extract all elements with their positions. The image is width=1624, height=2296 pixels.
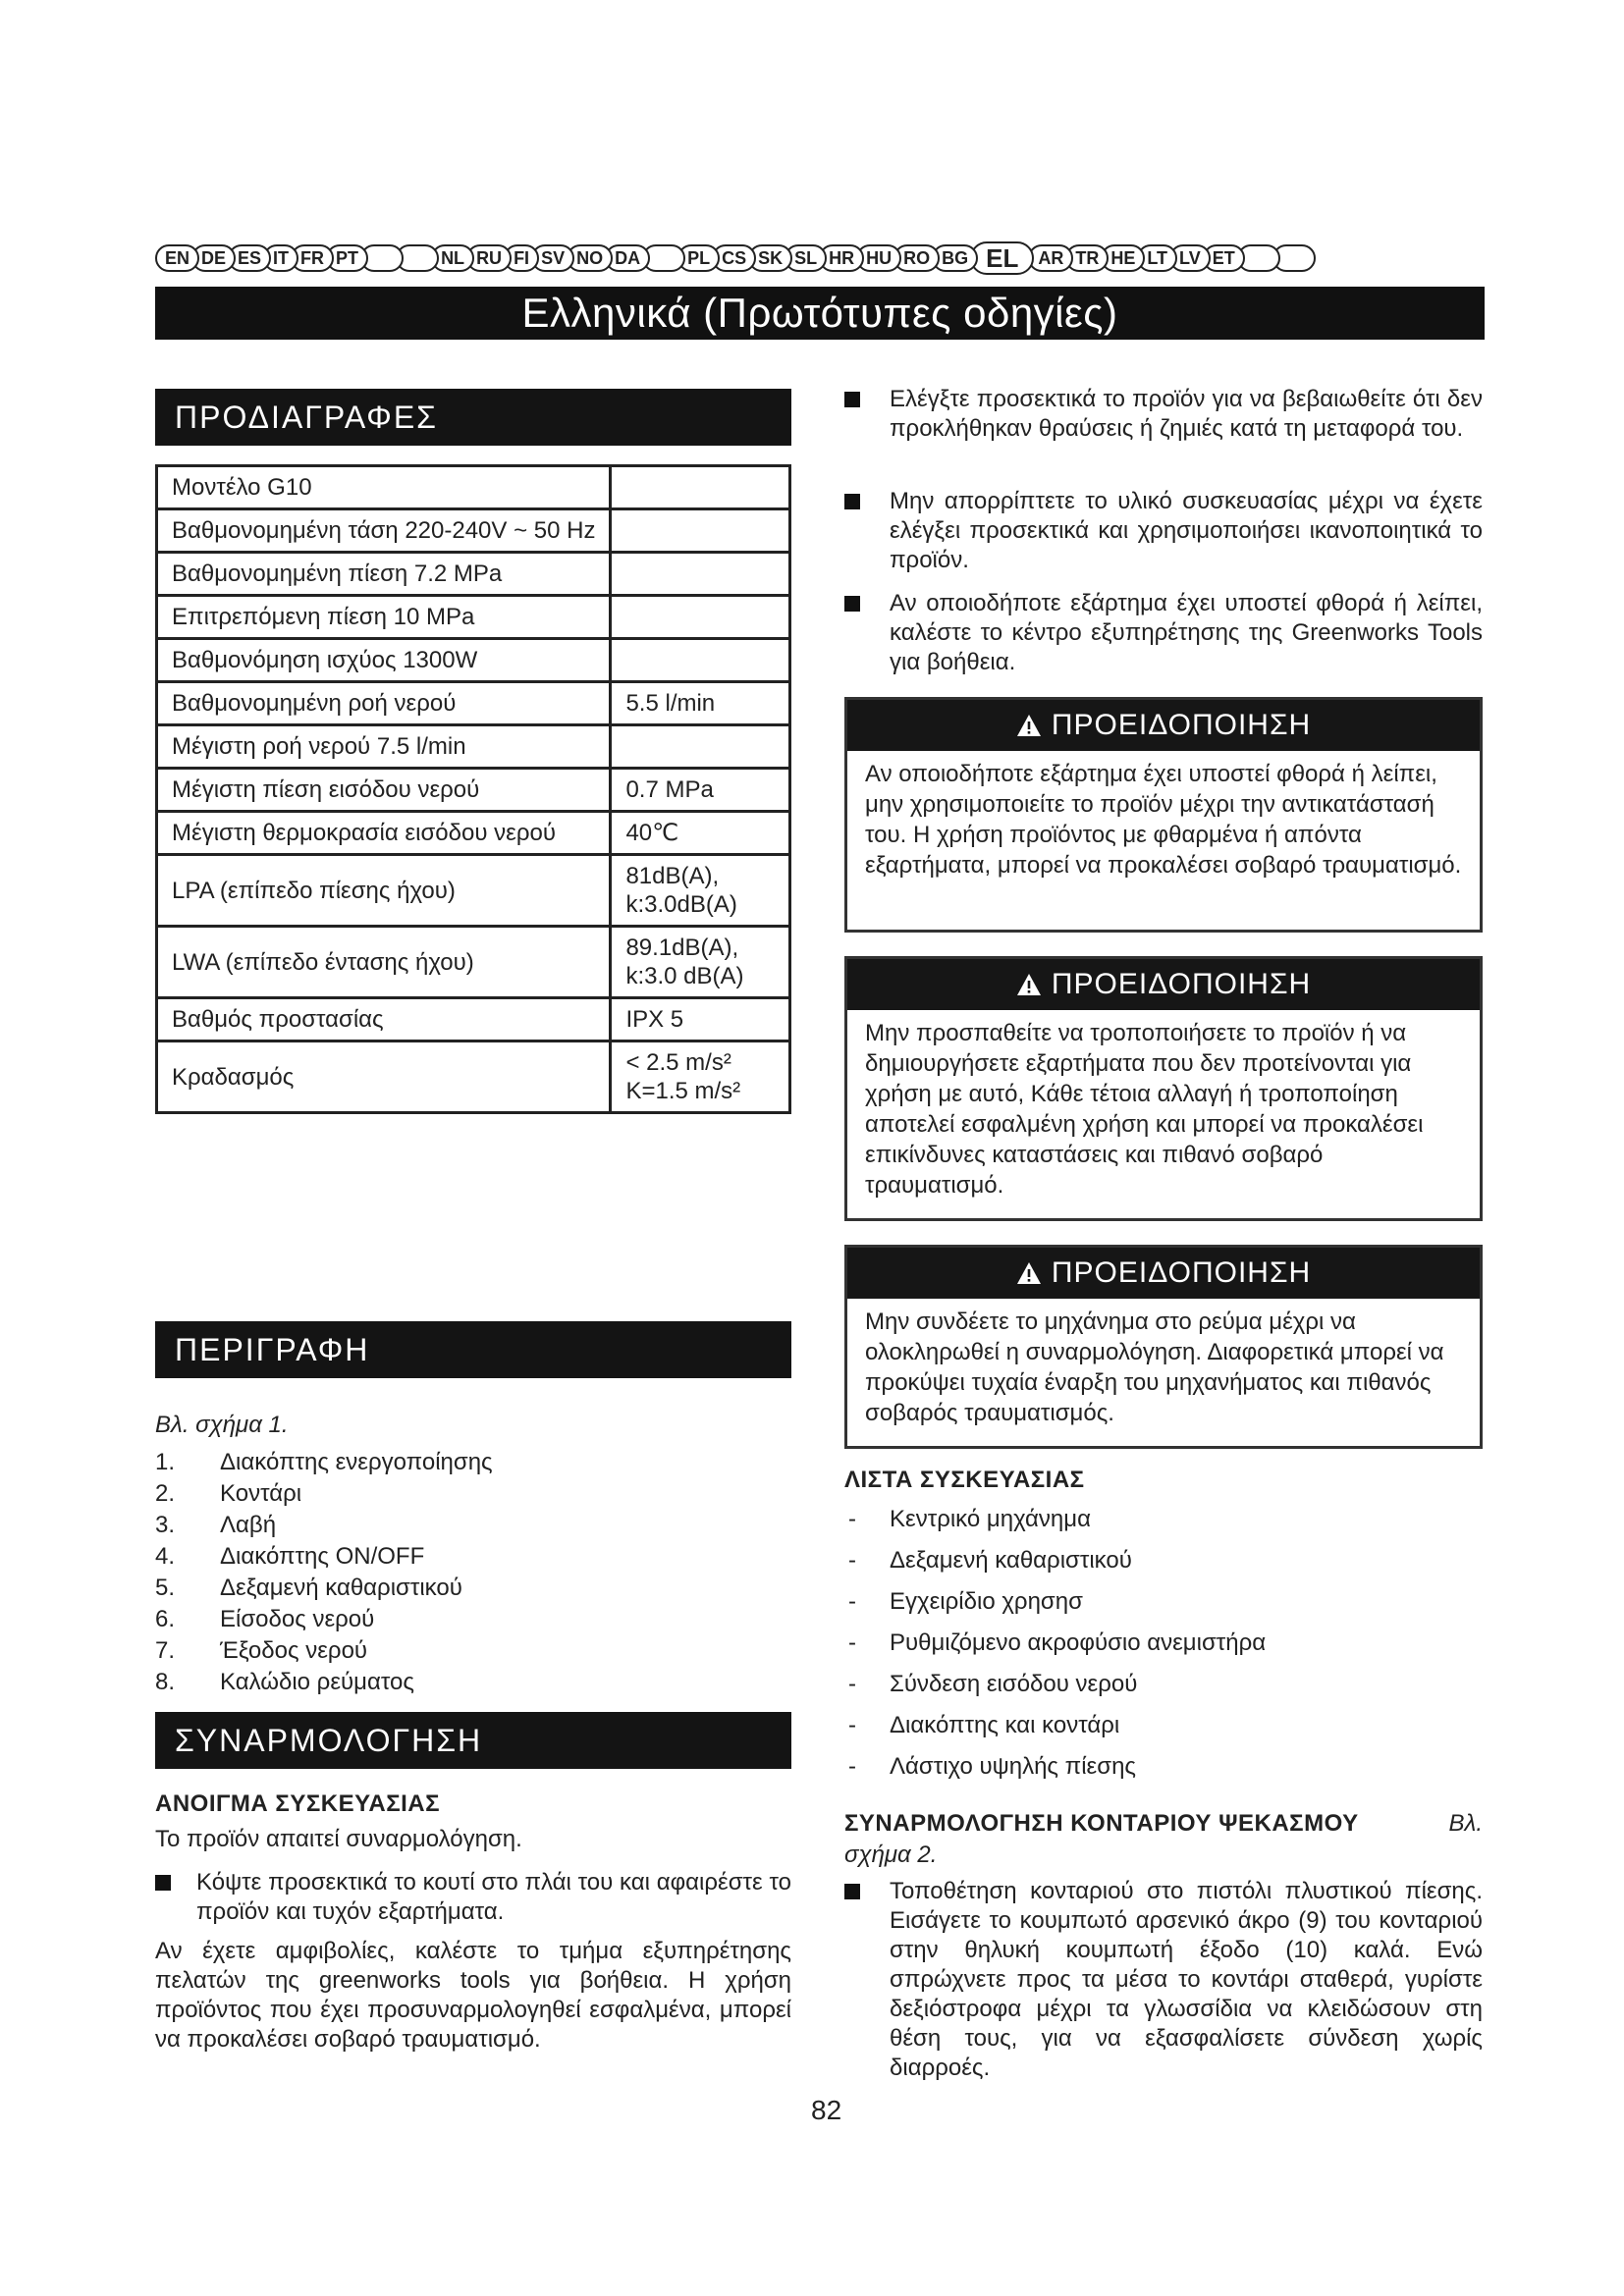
damaged-part-bullet: [844, 589, 1483, 677]
warning-title: ΠΡΟΕΙΔΟΠΟΙΗΣΗ: [1051, 1256, 1312, 1289]
lance-bullet-text: Τοποθέτηση κονταριού στο πιστόλι πλυστικού πίεσης. Εισάγετε το κουμπωτό αρσενικό άκρο (9) του κονταριού στην θηλυκή κουμπωτή έξοδο (10) καλά. Ενώ σπρώχνετε προς τα μέσα το κοντάρι σταθερά, γυρίστε δεξιόστροφα μέχρι τα γλωσσίδια να κλειδώσουν στη θέση τους, για να εξασφαλίσετε σύνδεση χωρίς διαρροές.: [890, 1878, 1483, 2081]
language-pill-es: ES: [228, 244, 271, 272]
spec-row: [157, 639, 790, 682]
check-bullet: [844, 385, 1483, 444]
lance-figure-ref-2: σχήμα 2.: [844, 1842, 938, 1868]
language-pill-nl: NL: [431, 244, 474, 272]
list-item-number: 2.: [155, 1480, 176, 1507]
bullet-square-icon: [844, 494, 860, 509]
packing-item-text: Σύνδεση εισόδου νερού: [890, 1671, 1138, 1697]
packing-item-text: Διακόπτης και κοντάρι: [890, 1712, 1120, 1738]
language-pill-en: EN: [155, 244, 199, 272]
list-item: [844, 1623, 1266, 1664]
warning-header: [847, 700, 1480, 751]
list-item: [155, 1604, 493, 1635]
spec-row: [157, 998, 790, 1041]
language-pill-bg: BG: [932, 244, 978, 272]
lance-figure-ref-1: Βλ.: [1448, 1810, 1483, 1837]
warning-header: [847, 959, 1480, 1010]
warning-title: ΠΡΟΕΙΔΟΠΟΙΗΣΗ: [1051, 968, 1312, 1000]
language-pill-ro: RO: [893, 244, 940, 272]
language-pill-no: NO: [567, 244, 613, 272]
spec-row: [157, 855, 790, 927]
spec-row: [157, 769, 790, 812]
warning-triangle-icon: [1016, 973, 1042, 996]
dash-marker: -: [848, 1712, 856, 1738]
spec-label: LPA (επίπεδο πίεσης ήχου): [157, 855, 611, 927]
list-item: [155, 1667, 493, 1698]
list-item-text: Λαβή: [220, 1512, 277, 1538]
spec-value: 81dB(A), k:3.0dB(A): [611, 855, 790, 927]
spec-label: LWA (επίπεδο έντασης ήχου): [157, 927, 611, 998]
spec-label: Βαθμονομημένη πίεση 7.2 MPa: [157, 553, 611, 596]
dash-marker: -: [848, 1671, 856, 1697]
packing-item-text: Εγχειρίδιο χρησησ: [890, 1588, 1083, 1615]
spec-value: 0.7 MPa: [611, 769, 790, 812]
language-pill-da: DA: [605, 244, 650, 272]
packaging-bullet-text: Μην απορρίπτετε το υλικό συσκευασίας μέχρι να έχετε ελέγξει προσεκτικά και χρησιμοποιήσει ικανοποιητικά το προϊόν.: [890, 488, 1483, 573]
page-title: Ελληνικά (Πρωτότυπες οδηγίες): [155, 287, 1485, 340]
spec-value: [611, 553, 790, 596]
spec-label: Επιτρεπόμενη πίεση 10 MPa: [157, 596, 611, 639]
unpacking-bullet: [155, 1868, 791, 1927]
spec-value: IPX 5: [611, 998, 790, 1041]
dash-marker: -: [848, 1588, 856, 1615]
packing-item-text: Δεξαμενή καθαριστικού: [890, 1547, 1132, 1574]
list-item-text: Έξοδος νερού: [220, 1637, 368, 1664]
spec-value: [611, 466, 790, 509]
dash-marker: -: [848, 1629, 856, 1656]
warning-header: [847, 1248, 1480, 1299]
language-pill-pl: PL: [677, 244, 720, 272]
language-pill-et: ET: [1203, 244, 1245, 272]
spec-row: [157, 596, 790, 639]
language-pill-lv: LV: [1169, 244, 1211, 272]
warning-title: ΠΡΟΕΙΔΟΠΟΙΗΣΗ: [1051, 709, 1312, 741]
warning-box-3: [844, 1245, 1483, 1449]
assembly-heading: ΣΥΝΑΡΜΟΛΟΓΗΣΗ: [155, 1712, 791, 1769]
description-heading: ΠΕΡΙΓΡΑΦΗ: [155, 1321, 791, 1378]
language-pill-de: DE: [191, 244, 236, 272]
list-item: [844, 1499, 1266, 1540]
specs-heading: ΠΡΟΔΙΑΓΡΑΦΕΣ: [155, 389, 791, 446]
language-pill-he: HE: [1101, 244, 1145, 272]
dash-marker: -: [848, 1506, 856, 1532]
packing-list: [844, 1499, 1266, 1788]
warning-triangle-icon: [1016, 714, 1042, 737]
list-item: [844, 1581, 1266, 1623]
unpacking-title: ΑΝΟΙΓΜΑ ΣΥΣΚΕΥΑΣΙΑΣ: [155, 1790, 441, 1817]
specs-table: [155, 464, 791, 1114]
warning-text: Μην προσπαθείτε να τροποποιήσετε το προϊόν ή να δημιουργήσετε εξαρτήματα που δεν προτείνονται για χρήση με αυτό, Κάθε τέτοια αλλαγή ή τροποποίηση αποτελεί εσφαλμένη χρήση και μπορεί να προκαλέσει επικίνδυνες καταστάσεις και πιθανό σοβαρό τραυματισμό.: [865, 1020, 1424, 1199]
unpacking-bullet-text: Κόψτε προσεκτικά το κουτί στο πλάι του και αφαιρέστε το προϊόν και τυχόν εξαρτήματα.: [196, 1869, 791, 1925]
spec-row: [157, 553, 790, 596]
list-item-number: 7.: [155, 1637, 176, 1664]
bullet-square-icon: [844, 1884, 860, 1899]
language-pill-tr: TR: [1065, 244, 1109, 272]
list-item-number: 1.: [155, 1449, 176, 1475]
spec-label: Μοντέλο G10: [157, 466, 611, 509]
language-pill-sk: SK: [748, 244, 792, 272]
dash-marker: -: [848, 1547, 856, 1574]
spec-label: Βαθμονομημένη τάση 220-240V ~ 50 Hz: [157, 509, 611, 553]
list-item: [155, 1541, 493, 1573]
language-pill-pt: PT: [326, 244, 368, 272]
language-pill-ar: AR: [1028, 244, 1073, 272]
list-item: [155, 1478, 493, 1510]
packing-item-text: Λάστιχο υψηλής πίεσης: [890, 1753, 1136, 1780]
language-pill-fr: FR: [291, 244, 334, 272]
list-item-text: Διακόπτης ON/OFF: [220, 1543, 425, 1570]
bullet-square-icon: [844, 596, 860, 612]
parts-list: [155, 1447, 493, 1698]
list-item: [155, 1510, 493, 1541]
lance-assembly-title: ΣΥΝΑΡΜΟΛΟΓΗΣΗ ΚΟΝΤΑΡΙΟΥ ΨΕΚΑΣΜΟΥ: [844, 1810, 1359, 1837]
warning-triangle-icon: [1016, 1261, 1042, 1285]
spec-value: [611, 509, 790, 553]
warning-text: Μην συνδέετε το μηχάνημα στο ρεύμα μέχρι να ολοκληρωθεί η συναρμολόγηση. Διαφορετικά μπορεί να προκύψει τυχαία έναρξη του μηχανήματος και πιθανός σοβαρός τραυματισμός.: [865, 1308, 1444, 1426]
warning-box-2: [844, 956, 1483, 1221]
list-item-number: 5.: [155, 1575, 176, 1601]
list-item: [844, 1705, 1266, 1746]
language-pill-hr: HR: [819, 244, 864, 272]
spec-label: Βαθμονομημένη ροή νερού: [157, 682, 611, 725]
packing-list-title: ΛΙΣΤΑ ΣΥΣΚΕΥΑΣΙΑΣ: [844, 1467, 1085, 1493]
unpacking-text: Το προϊόν απαιτεί συναρμολόγηση.: [155, 1826, 522, 1852]
warning-box-1: [844, 697, 1483, 933]
lance-bullet: [844, 1877, 1483, 2083]
damaged-part-bullet-text: Αν οποιοδήποτε εξάρτημα έχει υποστεί φθορά ή λείπει, καλέστε το κέντρο εξυπηρέτησης της Greenworks Tools για βοήθεια.: [890, 590, 1483, 675]
spec-value: 5.5 l/min: [611, 682, 790, 725]
spec-row: [157, 927, 790, 998]
list-item: [155, 1447, 493, 1478]
list-item-number: 6.: [155, 1606, 176, 1632]
lance-assembly-heading: [844, 1810, 1483, 1838]
language-pill-sv: SV: [531, 244, 574, 272]
list-item-number: 8.: [155, 1669, 176, 1695]
spec-label: Κραδασμός: [157, 1041, 611, 1113]
language-pill-el: EL: [970, 241, 1034, 275]
language-pill-cs: CS: [712, 244, 756, 272]
list-item-text: Είσοδος νερού: [220, 1606, 375, 1632]
unpacking-note: Αν έχετε αμφιβολίες, καλέστε το τμήμα εξυπηρέτησης πελατών της greenworks tools για βοήθεια. Η χρήση προϊόντος που έχει προσυναρμολογηθεί εσφαλμένα, μπορεί να προκαλέσει σοβαρό τραυματισμό.: [155, 1938, 791, 2053]
spec-row: [157, 509, 790, 553]
language-pill-ru: RU: [466, 244, 512, 272]
list-item: [155, 1573, 493, 1604]
spec-row: [157, 725, 790, 769]
check-bullet-text: Ελέγξτε προσεκτικά το προϊόν για να βεβαιωθείτε ότι δεν προκλήθηκαν θραύσεις ή ζημιές κατά τη μεταφορά του.: [890, 386, 1483, 442]
language-pill-lt: LT: [1137, 244, 1177, 272]
page-number: 82: [811, 2095, 842, 2125]
list-item: [844, 1746, 1266, 1788]
list-item-text: Δεξαμενή καθαριστικού: [220, 1575, 462, 1601]
spec-label: Μέγιστη θερμοκρασία εισόδου νερού: [157, 812, 611, 855]
spec-label: Μέγιστη ροή νερού 7.5 l/min: [157, 725, 611, 769]
spec-value: 40℃: [611, 812, 790, 855]
packaging-bullet: [844, 487, 1483, 575]
bullet-square-icon: [844, 392, 860, 407]
language-pill-it: IT: [263, 244, 298, 272]
spec-value: < 2.5 m/s² K=1.5 m/s²: [611, 1041, 790, 1113]
spec-value: [611, 596, 790, 639]
language-pill-hu: HU: [856, 244, 901, 272]
list-item-text: Καλώδιο ρεύματος: [220, 1669, 414, 1695]
bullet-square-icon: [155, 1875, 171, 1891]
packing-item-text: Κεντρικό μηχάνημα: [890, 1506, 1091, 1532]
spec-value: [611, 639, 790, 682]
list-item: [155, 1635, 493, 1667]
language-pill-sl: SL: [785, 244, 827, 272]
packing-item-text: Ρυθμιζόμενο ακροφύσιο ανεμιστήρα: [890, 1629, 1267, 1656]
spec-label: Βαθμός προστασίας: [157, 998, 611, 1041]
spec-value: [611, 725, 790, 769]
dash-marker: -: [848, 1753, 856, 1780]
spec-label: Βαθμονόμηση ισχύος 1300W: [157, 639, 611, 682]
list-item-text: Κοντάρι: [220, 1480, 302, 1507]
description-figure-ref: Βλ. σχήμα 1.: [155, 1412, 289, 1438]
spec-row: [157, 466, 790, 509]
language-pill-fi: FI: [504, 244, 539, 272]
spec-row: [157, 812, 790, 855]
list-item: [844, 1664, 1266, 1705]
spec-label: Μέγιστη πίεση εισόδου νερού: [157, 769, 611, 812]
list-item: [844, 1540, 1266, 1581]
language-bar: [155, 241, 1483, 275]
spec-value: 89.1dB(A), k:3.0 dB(A): [611, 927, 790, 998]
list-item-number: 3.: [155, 1512, 176, 1538]
list-item-text: Διακόπτης ενεργοποίησης: [220, 1449, 493, 1475]
spec-row: [157, 1041, 790, 1113]
list-item-number: 4.: [155, 1543, 176, 1570]
spec-row: [157, 682, 790, 725]
warning-text: Αν οποιοδήποτε εξάρτημα έχει υποστεί φθορά ή λείπει, μην χρησιμοποιείτε το προϊόν μέχρι την αντικατάστασή του. Η χρήση προϊόντος με φθαρμένα ή απόντα εξαρτήματα, μπορεί να προκαλέσει σοβαρό τραυματισμό.: [865, 761, 1462, 879]
